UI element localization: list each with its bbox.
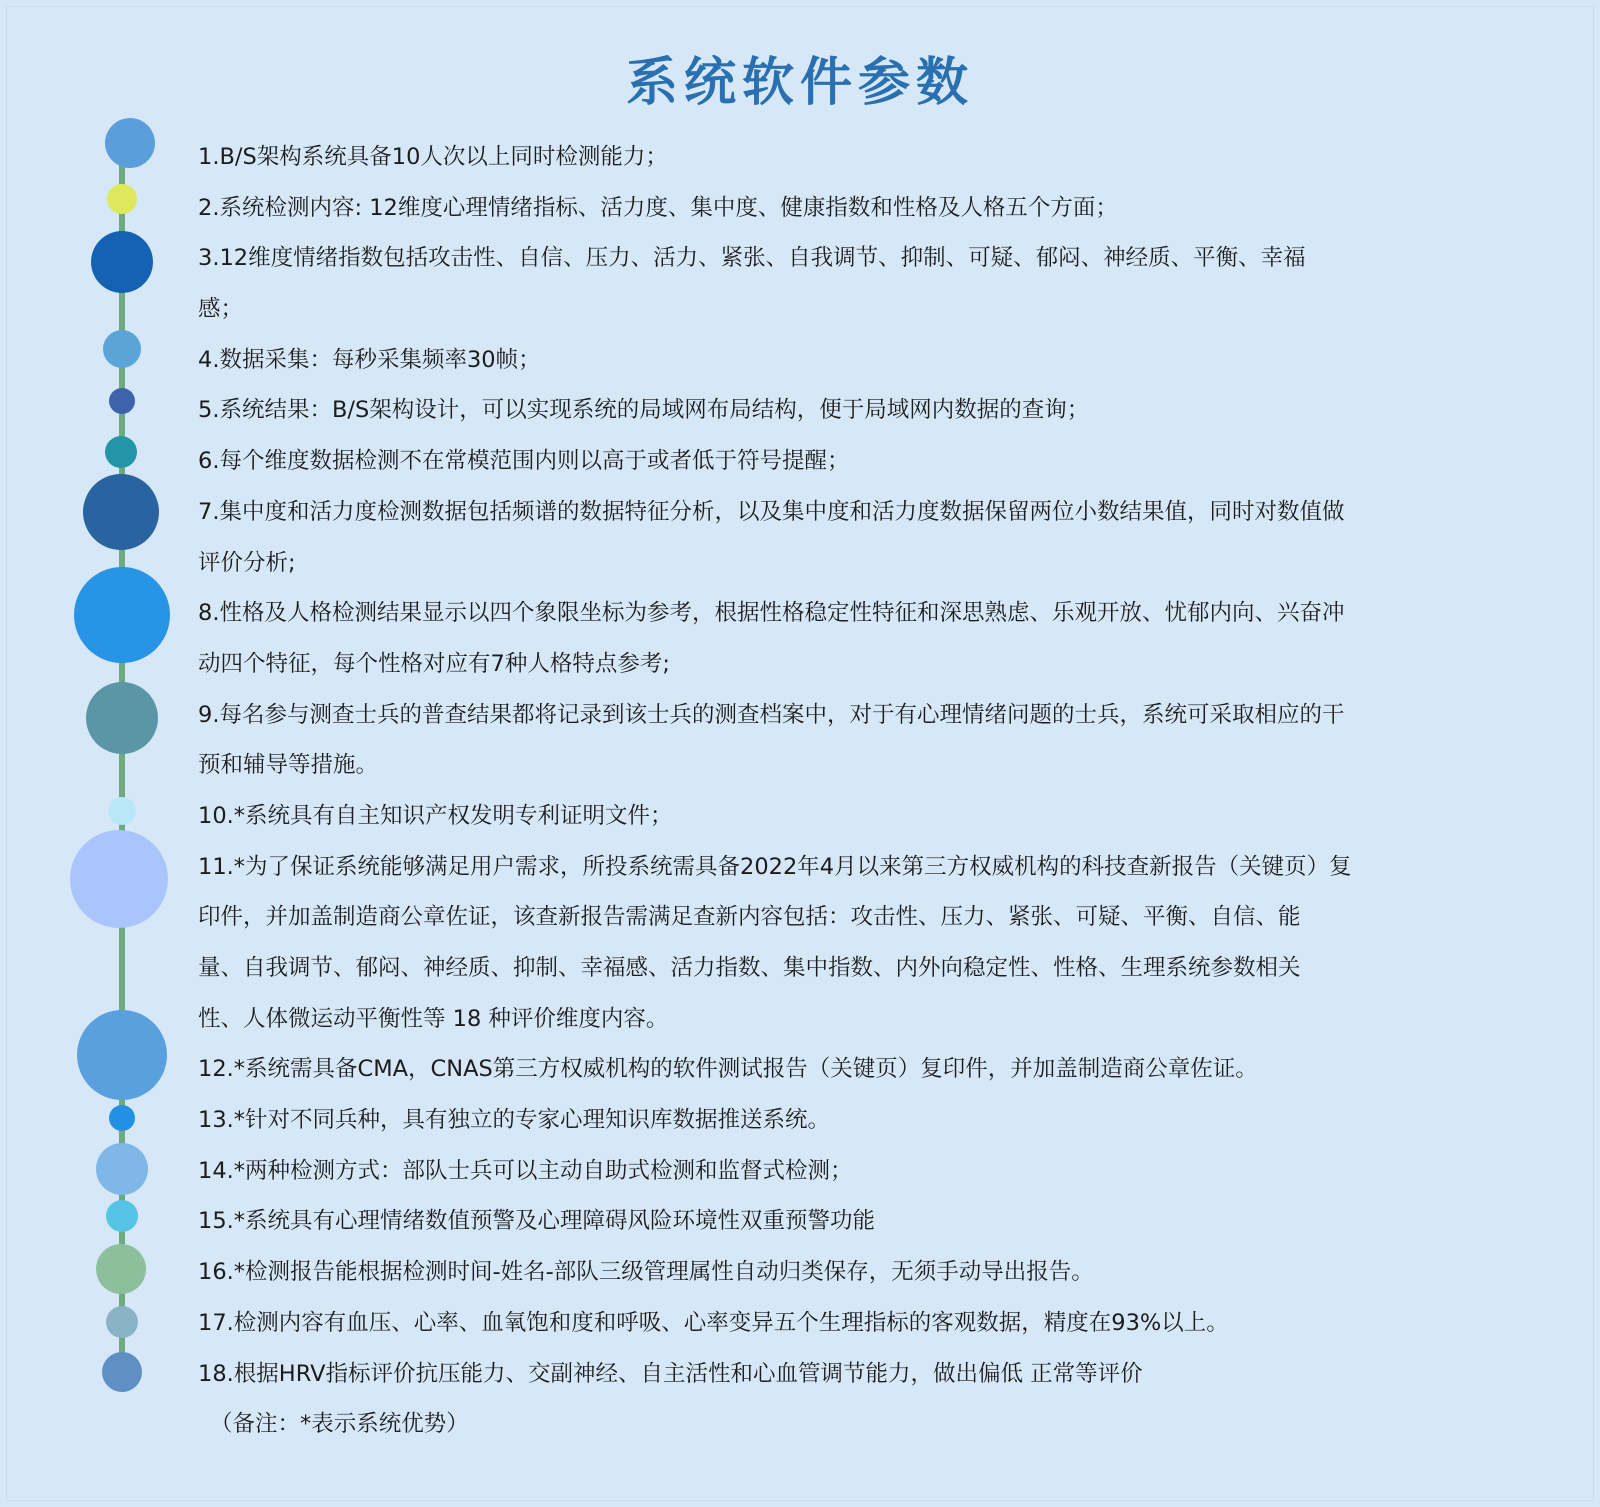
timeline-dot	[102, 1352, 142, 1392]
list-item: 15.*系统具有心理情绪数值预警及心理障碍风险环境性双重预警功能	[198, 1208, 876, 1235]
timeline-dot	[83, 474, 159, 550]
timeline-dot	[70, 830, 168, 928]
list-item: 6.每个维度数据检测不在常模范围内则以高于或者低于符号提醒；	[198, 448, 850, 475]
list-item: 10.*系统具有自主知识产权发明专利证明文件；	[198, 802, 673, 829]
timeline-dot	[106, 1306, 138, 1338]
page-title: 系统软件参数	[625, 53, 974, 113]
list-item: 动四个特征，每个性格对应有7种人格特点参考;	[198, 650, 670, 677]
list-item: 17.检测内容有血压、心率、血氧饱和度和呼吸、心率变异五个生理指标的客观数据，精度在93%以上。	[198, 1309, 1229, 1336]
list-item: 2.系统检测内容: 12维度心理情绪指标、活力度、集中度、健康指数和性格及人格五个方面；	[198, 194, 1118, 221]
parameter-list	[198, 132, 1538, 1450]
timeline-dot	[74, 567, 170, 663]
footnote: （备注：*表示系统优势）	[210, 1411, 469, 1438]
timeline-dot	[103, 330, 141, 368]
list-item: 印件，并加盖制造商公章佐证，该查新报告需满足查新内容包括：攻击性、压力、紧张、可疑、平衡、自信、能	[198, 904, 1301, 931]
timeline-dot	[91, 231, 153, 293]
list-item: 性、人体微运动平衡性等 18 种评价维度内容。	[198, 1005, 669, 1032]
list-item: 5.系统结果：B/S架构设计，可以实现系统的局域网布局结构，便于局域网内数据的查询；	[198, 397, 1090, 424]
list-item: 12.*系统需具备CMA，CNAS第三方权威机构的软件测试报告（关键页）复印件，并加盖制造商公章佐证。	[198, 1056, 1258, 1083]
list-item: 预和辅导等措施。	[198, 752, 379, 779]
list-item: 感；	[198, 296, 244, 323]
list-item: 评价分析;	[198, 549, 296, 576]
list-item: 9.每名参与测查士兵的普查结果都将记录到该士兵的测查档案中，对于有心理情绪问题的士兵，系统可采取相应的干	[198, 701, 1345, 728]
timeline-dot	[105, 118, 155, 168]
list-item: 量、自我调节、郁闷、神经质、抑制、幸福感、活力指数、集中指数、内外向稳定性、性格、生理系统参数相关	[198, 955, 1301, 981]
timeline-dot	[105, 436, 137, 468]
timeline-dot	[109, 388, 135, 414]
list-item: 7.集中度和活力度检测数据包括频谱的数据特征分析，以及集中度和活力度数据保留两位小数结果值，同时对数值做	[198, 498, 1345, 525]
timeline-dot	[106, 1200, 138, 1232]
list-item: 18.根据HRV指标评价抗压能力、交副神经、自主活性和心血管调节能力，做出偏低 正常等评价	[198, 1360, 1143, 1387]
list-item: 4.数据采集：每秒采集频率30帧；	[198, 346, 541, 373]
timeline-dot	[96, 1143, 148, 1195]
timeline-dot	[96, 1244, 146, 1294]
list-item: 1.B/S架构系统具备10人次以上同时检测能力；	[198, 144, 668, 170]
list-item: 3.12维度情绪指数包括攻击性、自信、压力、活力、紧张、自我调节、抑制、可疑、郁闷、神经质、平衡、幸福	[198, 245, 1306, 272]
list-item: 16.*检测报告能根据检测时间-姓名-部队三级管理属性自动归类保存，无须手动导出报告。	[198, 1259, 1094, 1286]
list-item: 8.性格及人格检测结果显示以四个象限坐标为参考，根据性格稳定性特征和深思熟虑、乐观开放、忧郁内向、兴奋冲	[198, 600, 1345, 627]
list-item: 13.*针对不同兵种，具有独立的专家心理知识库数据推送系统。	[198, 1107, 831, 1134]
timeline-dot	[86, 682, 158, 754]
timeline-decoration	[0, 0, 220, 1507]
list-item: 11.*为了保证系统能够满足用户需求，所投系统需具备2022年4月以来第三方权威机构的科技查新报告（关键页）复	[198, 853, 1352, 880]
timeline-dot	[109, 1105, 135, 1131]
timeline-dot	[77, 1010, 167, 1100]
timeline-dot	[108, 797, 136, 825]
list-item: 14.*两种检测方式：部队士兵可以主动自助式检测和监督式检测；	[198, 1157, 853, 1184]
timeline-dot	[107, 184, 137, 214]
